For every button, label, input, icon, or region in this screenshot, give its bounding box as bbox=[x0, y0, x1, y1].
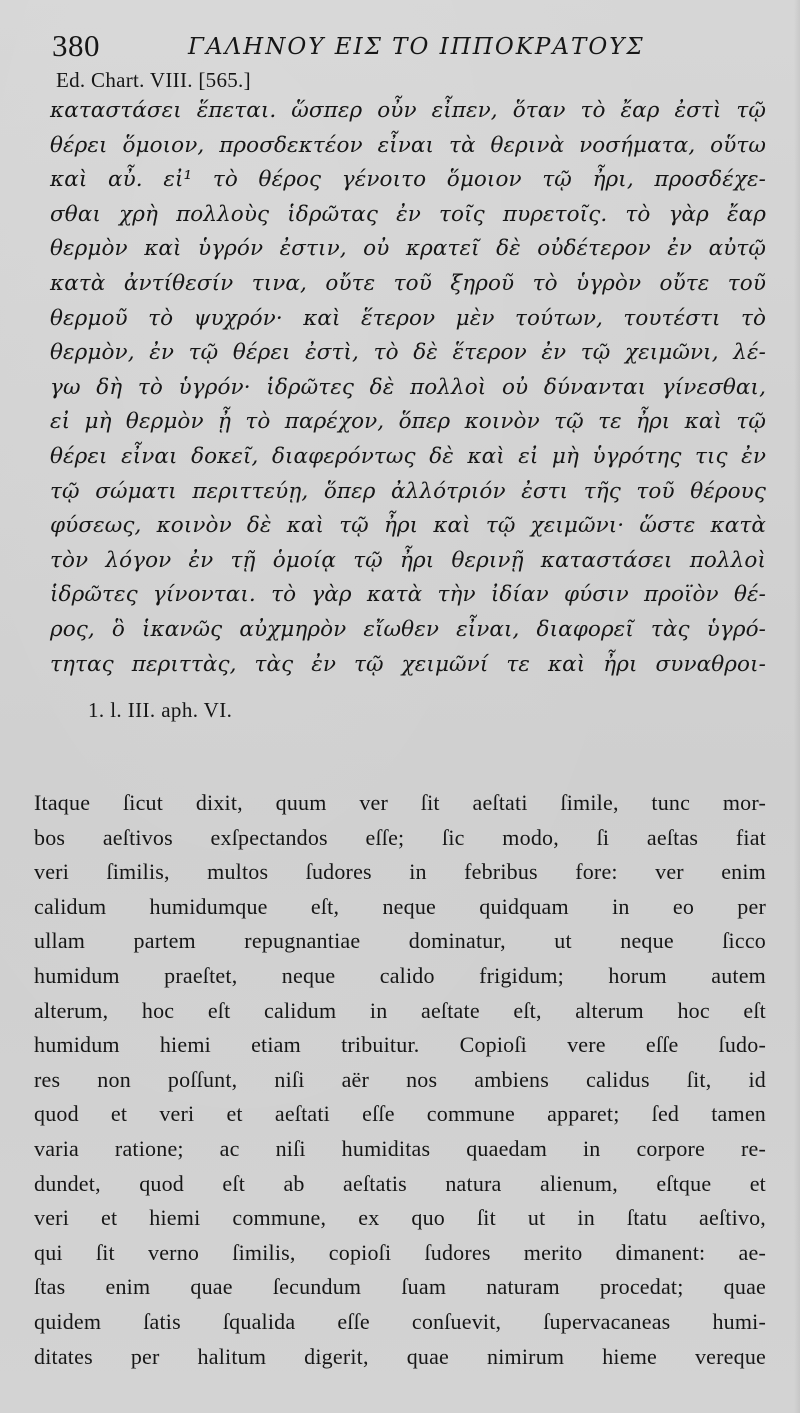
edition-reference: Ed. Chart. VIII. [565.] bbox=[56, 68, 251, 92]
latin-text-line: dundet, quod eſt ab aeſtatis natura alienum, eſtque et bbox=[34, 1170, 766, 1196]
latin-text-line: calidum humidumque eſt, neque quidquam in eo per bbox=[34, 893, 766, 919]
latin-text-line: humidum praeſtet, neque calido frigidum; horum autem bbox=[34, 962, 766, 988]
scan-edge-shading bbox=[794, 0, 800, 1413]
latin-text-line: ullam partem repugnantiae dominatur, ut neque ſicco bbox=[34, 928, 766, 954]
latin-text-line: quod et veri et aeſtati eſſe commune apparet; ſed tamen bbox=[34, 1101, 766, 1127]
greek-text-line: σθαι χρὴ πολλοὺς ἱδρῶτας ἐν τοῖς πυρετοῖς. τὸ γὰρ ἔαρ bbox=[50, 201, 766, 227]
greek-text-line: γω δὴ τὸ ὑγρόν· ἱδρῶτες δὲ πολλοὶ οὐ δύνανται γίνεσθαι, bbox=[50, 374, 766, 400]
latin-text-line: qui ſit verno ſimilis, copioſi ſudores merito dimanent: ae- bbox=[34, 1239, 766, 1265]
latin-text-line: veri ſimilis, multos ſudores in febribus fore: ver enim bbox=[34, 859, 766, 885]
greek-text-line: φύσεως, κοινὸν δὲ καὶ τῷ ἦρι καὶ τῷ χειμῶνι· ὥστε κατὰ bbox=[50, 513, 766, 539]
greek-text-line: καὶ αὖ. εἰ¹ τὸ θέρος γένοιτο ὅμοιον τῷ ἦρι, προσδέχε- bbox=[50, 167, 766, 193]
latin-text-line: ditates per halitum digerit, quae nimirum hieme vereque bbox=[34, 1343, 766, 1369]
latin-text-line: humidum hiemi etiam tribuitur. Copioſi vere eſſe ſudo- bbox=[34, 1032, 766, 1058]
greek-text-line: τητας περιττὰς, τὰς ἐν τῷ χειμῶνί τε καὶ ἦρι συναθροι- bbox=[50, 651, 766, 677]
latin-text-line: ſtas enim quae ſecundum ſuam naturam procedat; quae bbox=[34, 1274, 766, 1300]
latin-text-line: quidem ſatis ſqualida eſſe conſuevit, ſupervacaneas humi- bbox=[34, 1308, 766, 1334]
latin-text-block bbox=[34, 786, 766, 1374]
latin-text-line: Itaque ſicut dixit, quum ver ſit aeſtati ſimile, tunc mor- bbox=[34, 790, 766, 815]
latin-text-line: bos aeſtivos exſpectandos eſſe; ſic modo, ſi aeſtas fiat bbox=[34, 824, 766, 850]
latin-text-line: res non poſſunt, niſi aër nos ambiens calidus ſit, id bbox=[34, 1066, 766, 1092]
greek-text-line: θέρει ὅμοιον, προσδεκτέον εἶναι τὰ θερινὰ νοσήματα, οὕτω bbox=[50, 132, 766, 158]
greek-text-block bbox=[50, 94, 766, 682]
greek-text-line: καταστάσει ἕπεται. ὥσπερ οὖν εἶπεν, ὅταν τὸ ἔαρ ἐστὶ τῷ bbox=[50, 98, 766, 123]
latin-text-line: varia ratione; ac niſi humiditas quaedam in corpore re- bbox=[34, 1135, 766, 1161]
greek-text-line: κατὰ ἀντίθεσίν τινα, οὔτε τοῦ ξηροῦ τὸ ὑγρὸν οὔτε τοῦ bbox=[50, 270, 766, 296]
greek-text-line: ἱδρῶτες γίνονται. τὸ γὰρ κατὰ τὴν ἰδίαν φύσιν προϊὸν θέ- bbox=[50, 582, 766, 608]
greek-text-line: εἰ μὴ θερμὸν ᾖ τὸ παρέχον, ὅπερ κοινὸν τῷ τε ἦρι καὶ τῷ bbox=[50, 409, 766, 435]
greek-text-line: θερμὸν, ἐν τῷ θέρει ἐστὶ, τὸ δὲ ἕτερον ἐν τῷ χειμῶνι, λέ- bbox=[50, 340, 766, 366]
footnote: 1. l. III. aph. VI. bbox=[88, 698, 233, 722]
latin-text-line: alterum, hoc eſt calidum in aeſtate eſt, alterum hoc eſt bbox=[34, 997, 766, 1023]
page-header bbox=[52, 28, 752, 72]
greek-text-line: θερμοῦ τὸ ψυχρόν· καὶ ἕτερον μὲν τούτων, τουτέστι τὸ bbox=[50, 305, 766, 331]
greek-text-line: τῷ σώματι περιττεύῃ, ὅπερ ἀλλότριόν ἐστι τῆς τοῦ θέρους bbox=[50, 478, 766, 504]
greek-text-line: τὸν λόγον ἐν τῇ ὁμοίᾳ τῷ ἦρι θερινῇ καταστάσει πολλοὶ bbox=[50, 547, 766, 573]
greek-text-line: θερμὸν καὶ ὑγρόν ἐστιν, οὐ κρατεῖ δὲ οὐδέτερον ἐν αὐτῷ bbox=[50, 236, 766, 262]
greek-text-line: θέρει εἶναι δοκεῖ, διαφερόντως δὲ καὶ εἰ μὴ ὑγρότης τις ἐν bbox=[50, 443, 766, 469]
latin-text-line: veri et hiemi commune, ex quo ſit ut in ſtatu aeſtivo, bbox=[34, 1205, 766, 1231]
running-head: ΓΑΛΗΝΟΥ ΕΙΣ ΤΟ ΙΠΠΟΚΡΑΤΟΥΣ bbox=[188, 34, 645, 60]
page-number: 380 bbox=[52, 28, 100, 63]
greek-text-line: ρος, ὃ ἱκανῶς αὐχμηρὸν εἴωθεν εἶναι, διαφορεῖ τὰς ὑγρό- bbox=[50, 616, 766, 642]
